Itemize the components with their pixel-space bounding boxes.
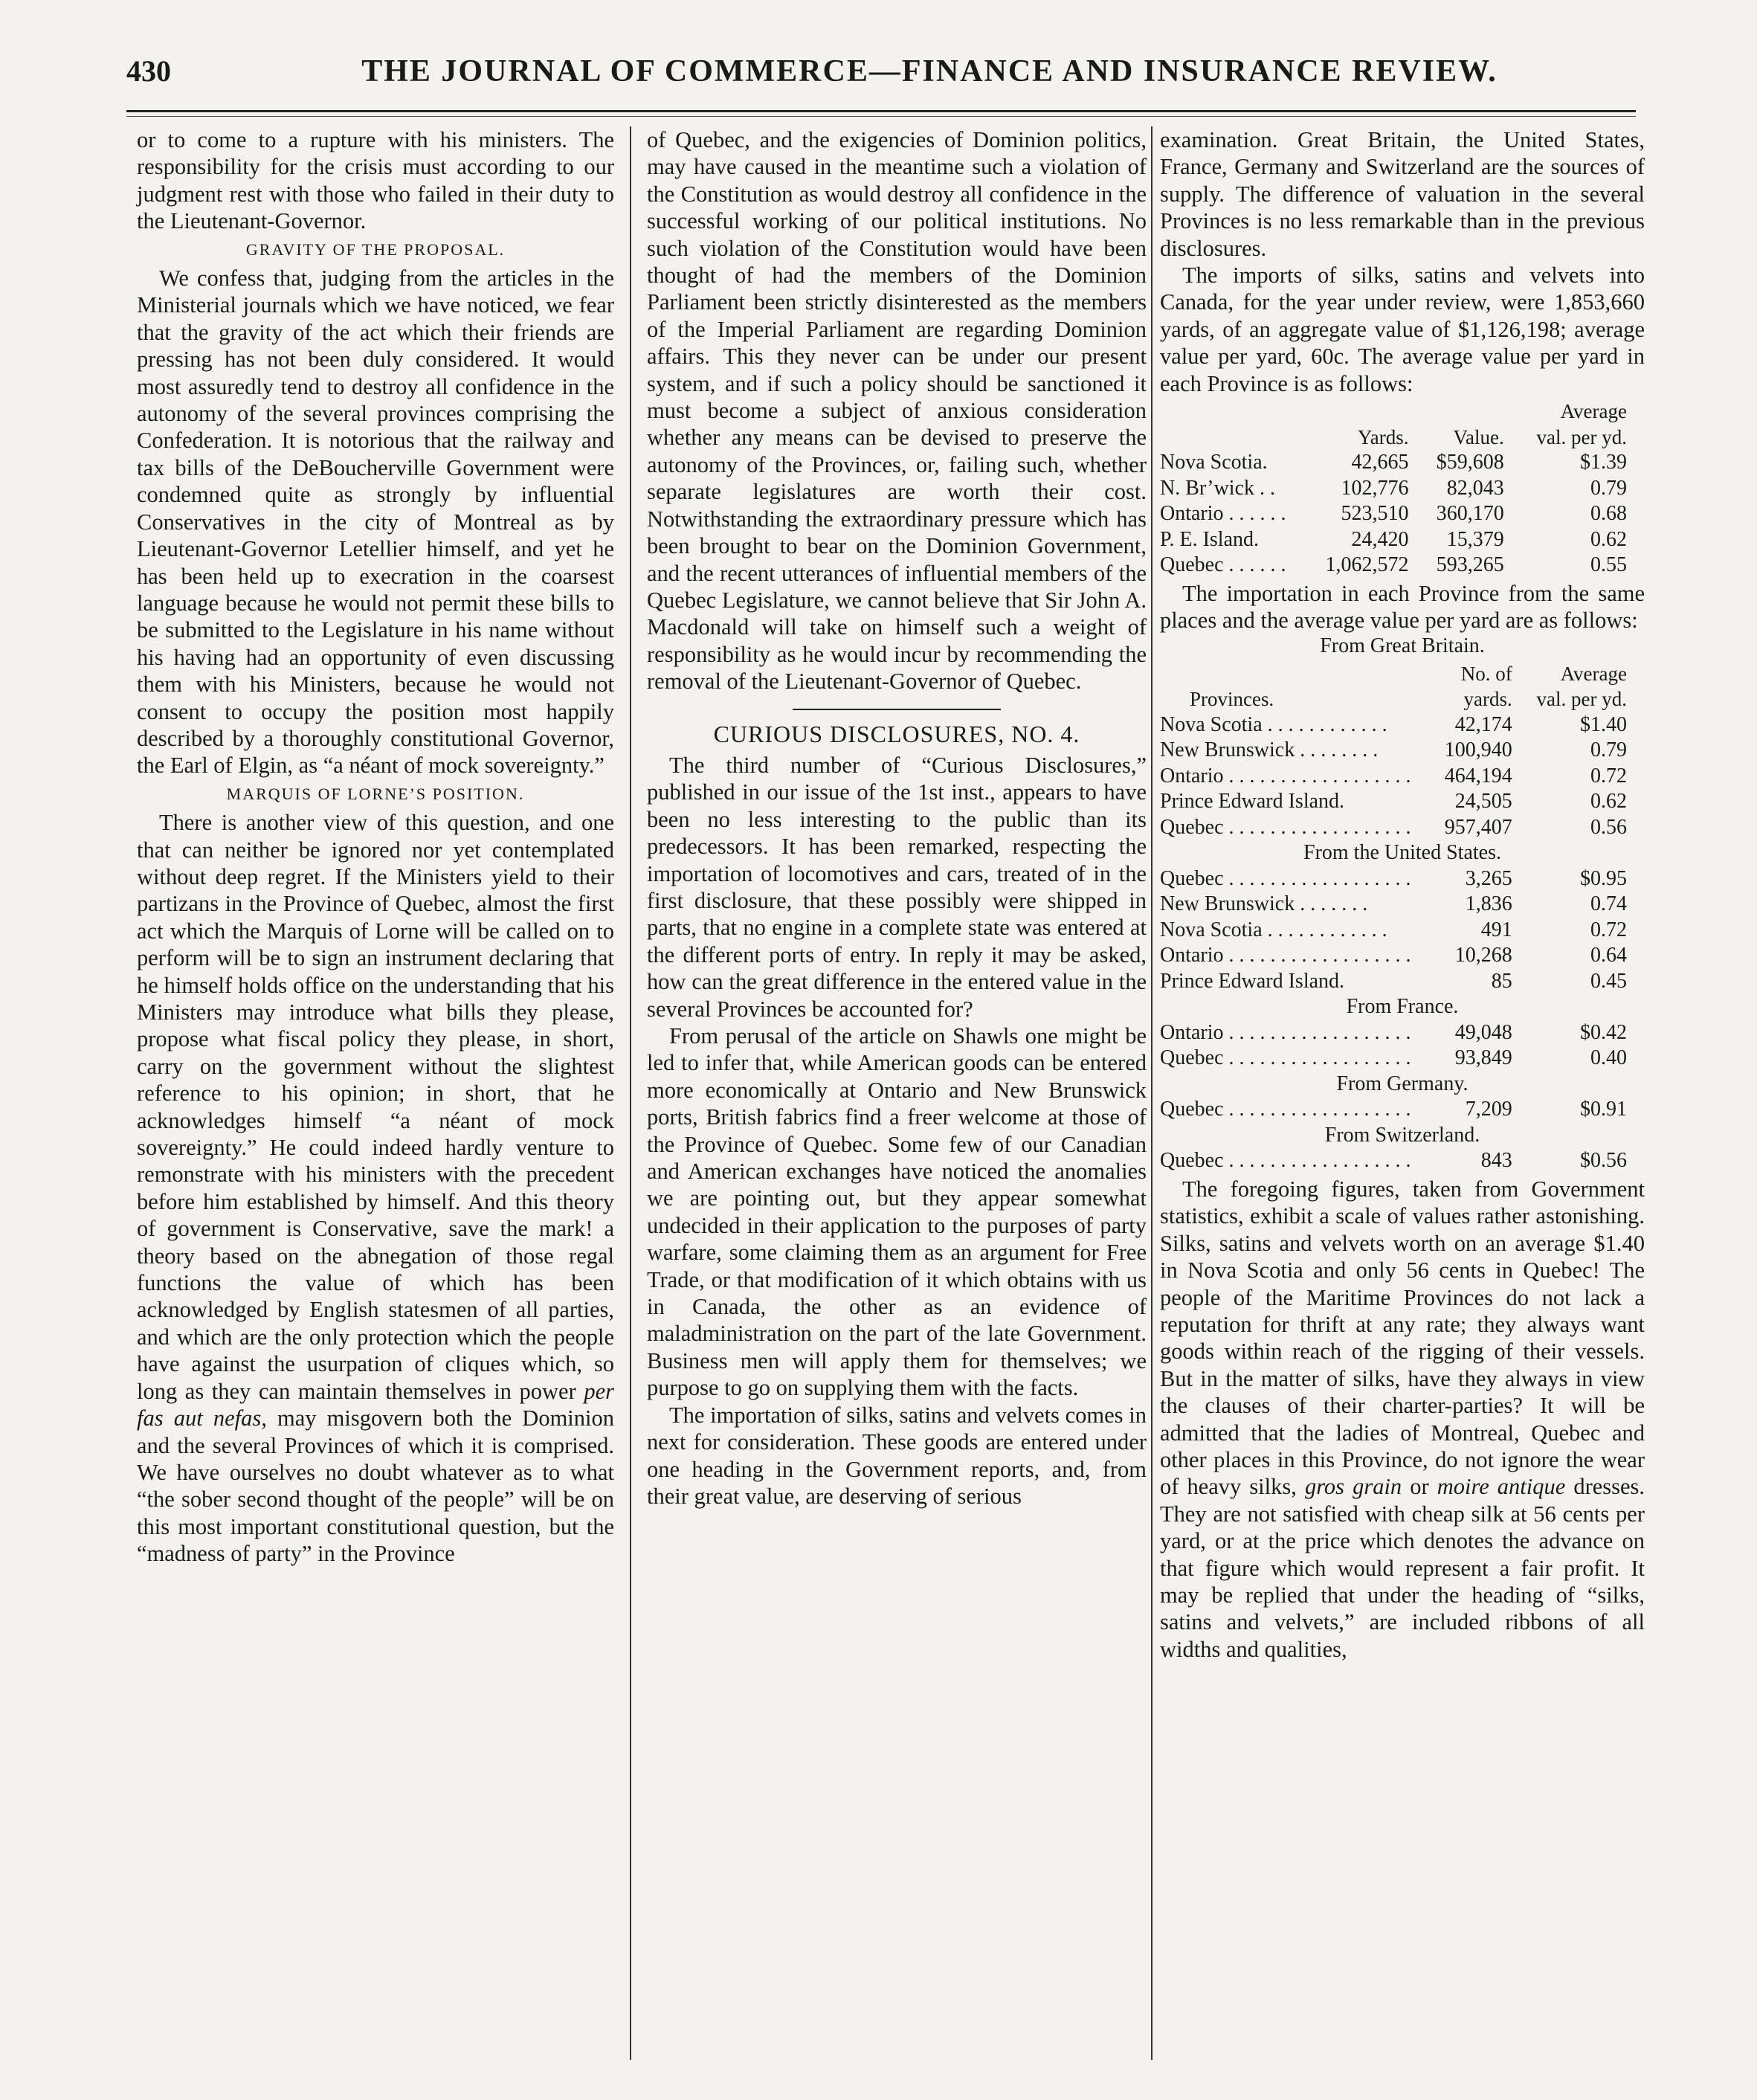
- table-cell: 3,265: [1465, 866, 1512, 890]
- table-cell: Ontario . . . . . . . . . . . . . . . . . .: [1160, 944, 1411, 967]
- table-row: [1160, 943, 1645, 969]
- paragraph: examination. Great Britain, the United States, France, Germany and Switzerland are the sources of supply. The difference of valuation in the several Provinces is no less remarkable than in the previous disclosures.: [1160, 127, 1645, 261]
- table-header-cell: Value.: [1453, 425, 1504, 448]
- caption-great-britain: From Great Britain.: [1320, 634, 1485, 658]
- caption-switzerland: From Switzerland.: [1324, 1123, 1480, 1147]
- table-cell: 593,265: [1436, 553, 1504, 577]
- table-cell: 85: [1491, 969, 1512, 993]
- table-cell: 1,062,572: [1325, 553, 1409, 577]
- table-row: [1160, 1046, 1645, 1072]
- table-cell: $59,608: [1436, 451, 1504, 474]
- table-row: [1160, 501, 1645, 527]
- table-cell: 24,420: [1351, 527, 1409, 551]
- table-cell: 0.62: [1590, 790, 1627, 814]
- table-cell: 0.72: [1590, 764, 1627, 788]
- province-average-table: Average Yards. Value. val. per yd. Nova Scotia. 42,665 $59,608 $1.39 N. Br’wick . . 102,776 82,043 0.79 Ontario . . . . . . 523,510 360,170 0.68 P. E. Island. 24,420 15,379 0.62 Quebec . . . . . . 1,062,572 593,265 0.55: [1160, 399, 1645, 579]
- table-cell: New Brunswick . . . . . . .: [1160, 892, 1368, 916]
- table-cell: Prince Edward Island.: [1160, 969, 1345, 993]
- masthead-rule: [126, 110, 1636, 112]
- table-cell: $0.56: [1580, 1149, 1627, 1173]
- paragraph: of Quebec, and the exigencies of Dominion politics, may have caused in the meantime such a violation of the Constitution as would destroy all confidence in the successful working of our political institutions. No such violation of the Constitution would have been thought of had the members of the Dominion Parliament been strictly disinterested as the members of the Imperial Parliament are regarding Dominion affairs. This they never can be under our present system, and if such a policy should be sanctioned it must become a subject of anxious consideration whether any means can be devised to preserve the autonomy of the Provinces, or, failing such, whether separate legislatures are worth their cost. Notwithstanding the extraordinary pressure which has been brought to bear on the Dominion Government, and the recent utterances of influential members of the Quebec Legislature, we cannot believe that Sir John A. Macdonald will take on himself such a weight of responsibility as he would incur by recommending the removal of the Lieutenant-Governor of Quebec.: [647, 127, 1147, 695]
- table-cell: New Brunswick . . . . . . . .: [1160, 738, 1379, 762]
- table-cell: 93,849: [1454, 1046, 1512, 1070]
- subheading-gravity: GRAVITY OF THE PROPOSAL.: [245, 239, 506, 259]
- table-cell: 1,836: [1465, 892, 1512, 916]
- table-row: [1160, 450, 1645, 476]
- table-cell: 0.62: [1590, 527, 1627, 551]
- table-cell: 24,505: [1454, 790, 1512, 814]
- table-cell: 0.74: [1590, 892, 1627, 916]
- table-header-cell: val. per yd.: [1536, 425, 1627, 448]
- table-cell: 360,170: [1436, 502, 1504, 526]
- table-row: [1160, 527, 1645, 553]
- section-rule: [793, 709, 1001, 710]
- paragraph: We confess that, judging from the articles in the Ministerial journals which we have noticed, we fear that the gravity of the act which their friends are pressing has not been duly considered. It would most assuredly tend to destroy all confidence in the autonomy of the several provinces comprising the Confederation. It is notorious that the railway and tax bills of the DeBoucherville Government were condemned quite as strongly by influential Conservatives in the city of Montreal as by Lieutenant-Governor Letellier himself, and yet he has been held up to execration in the coarsest language because he would not permit these bills to be submitted to the Legislature in his name without his having had an opportunity of even discussing them with his Ministers, because he would not consent to occupy the position most happily described by a thoroughly constitutional Governor, the Earl of Elgin, as “a néant of mock sovereignty.”: [137, 265, 614, 779]
- table-row: [1160, 553, 1645, 579]
- table-cell: 0.55: [1590, 553, 1627, 577]
- table-cell: $0.42: [1580, 1020, 1627, 1044]
- paragraph: or to come to a rupture with his ministers. The responsibility for the crisis must according to our judgment rest with those who failed in their duty to the Lieutenant-Governor.: [137, 127, 614, 234]
- table-cell: 42,665: [1351, 451, 1409, 474]
- paragraph: There is another view of this question, and one that can neither be ignored nor yet contemplated without deep regret. If the Ministers yield to their partizans in the Province of Quebec, almost the first act which the Marquis of Lorne will be called on to perform will be to sign an instrument declaring that he himself holds office on the understanding that his Ministers may introduce what bills they please, propose what fiscal policy they please, in short, carry on the government without the slightest reference to his opinion; in short, that he acknowledges himself “a néant of mock sovereignty.” He could indeed hardly venture to remonstrate with his ministers with the precedent before him established by himself. And this theory of government is Conservative, save the mark! a theory based on the abnegation of those regal functions the value of which has been acknowledged by English statesmen of all parties, and which are the only protection which the people have against the usurpation of cliques which, so long as they can maintain themselves in power per fas aut nefas, may misgovern both the Dominion and the several Provinces of which it is comprised. We have ourselves no doubt whatever as to what “the sober second thought of the people” will be on this most important constitutional question, but the “madness of party” in the Province: [137, 810, 615, 1567]
- caption-germany: From Germany.: [1336, 1072, 1469, 1095]
- table-cell: 100,940: [1444, 738, 1512, 762]
- table-cell: Quebec . . . . . . . . . . . . . . . . . .: [1160, 815, 1411, 839]
- table-row: [1160, 815, 1645, 841]
- caption-france: From France.: [1346, 995, 1459, 1019]
- table-header-cell: Yards.: [1357, 425, 1409, 448]
- table-row: [1160, 1097, 1645, 1123]
- table-cell: Nova Scotia.: [1160, 451, 1268, 474]
- paragraph: The third number of “Curious Disclosures,” published in our issue of the 1st inst., appears to have been no less interesting to the public than its predecessors. It has been remarked, respecting the importation of locomotives and cars, treated of in the first disclosure, that these possibly were shipped in parts, that no engine in a complete state was entered at the different ports of entry. In reply it may be asked, how can the great difference in the entered value in the several Provinces be accounted for?: [647, 752, 1147, 1022]
- article-heading: CURIOUS DISCLOSURES, NO. 4.: [713, 720, 1080, 747]
- table-header-cell: [1160, 425, 1309, 451]
- table-cell: 15,379: [1446, 527, 1504, 551]
- table-cell: $1.40: [1580, 712, 1627, 736]
- paragraph: The imports of silks, satins and velvets into Canada, for the year under review, were 1,853,660 yards, of an aggregate value of $1,126,198; average value per yard, 60c. The average value per yard in each Province is as follows:: [1160, 262, 1645, 396]
- table-row: [1160, 892, 1645, 918]
- paragraph: The foregoing figures, taken from Government statistics, exhibit a scale of values rather astonishing. Silks, satins and velvets worth on an average $1.40 in Nova Scotia and only 56 cents in Quebec! The people of the Maritime Provinces do not lack a reputation for thrift at any rate; they always want goods within reach of the rigging of their vessels. But in the matter of silks, have they always in view the clauses of their charter-parties? It will be admitted that the ladies of Montreal, Quebec and other places in this Province, do not ignore the wear of heavy silks, gros grain or moire antique dresses. They are not satisfied with cheap silk at 56 cents per yard, or at the price which denotes the advance on that figure which would represent a fair profit. It may be replied that under the heading of “silks, satins and velvets,” are included ribbons of all widths and qualities,: [1160, 1176, 1645, 1662]
- table-cell: Ontario . . . . . .: [1160, 502, 1286, 526]
- caption-united-states: From the United States.: [1303, 841, 1501, 865]
- table-row: [1160, 969, 1645, 995]
- table-cell: Quebec . . . . . .: [1160, 553, 1286, 577]
- table-cell: 523,510: [1341, 502, 1409, 526]
- source-table: No. of Average Provinces. yards. val. per yd. Nova Scotia . . . . . . . . . . . . 42,174 $1.40 New Brunswick . . . . . . . . 100,940 0.79 Ontario . . . . . . . . . . . . . . . . . . 464,194 0.72 Prince Edward Island. 24,505 0.62 Quebec . . . . . . . . . . . . . . . . . . 957,407 0.56 From the United States. Quebec . . . . . . . . . . . . . . . . . . 3,265 $0.95 New Brunswick . . . . . . . 1,836 0.74 Nova Scotia . . . . . . . . . . . . 491 0.72 Ontario . . . . . . . . . . . . . . . . . . 10,268 0.64 Prince Edward Island. 85 0.45 From France. Ontario . . . . . . . . . . . . . . . . . . 49,048 $0.42 Quebec . . . . . . . . . . . . . . . . . . 93,849 0.40 From Germany. Quebec . . . . . . . . . . . . . . . . . . 7,209 $0.91 From Switzerland. Quebec . . . . . . . . . . . . . . . . . . 843 $0.56: [1160, 661, 1645, 1174]
- table-cell: Ontario . . . . . . . . . . . . . . . . . .: [1160, 1020, 1411, 1044]
- table-row: [1160, 1148, 1645, 1174]
- table-row: [1160, 918, 1645, 944]
- table-row: [1160, 476, 1645, 502]
- table-cell: 491: [1480, 918, 1512, 941]
- column-divider-1: [630, 126, 631, 2060]
- table-cell: $0.91: [1580, 1098, 1627, 1121]
- journal-title: THE JOURNAL OF COMMERCE—FINANCE AND INSURANCE REVIEW.: [361, 54, 1498, 88]
- table-cell: 82,043: [1446, 476, 1504, 500]
- masthead-rule-thin: [126, 116, 1636, 117]
- table-cell: $0.95: [1580, 866, 1627, 890]
- table-row: [1160, 866, 1645, 892]
- table-cell: 0.56: [1590, 815, 1627, 839]
- column-2: [647, 126, 1147, 1510]
- table-cell: 7,209: [1465, 1098, 1512, 1121]
- table-cell: Prince Edward Island.: [1160, 790, 1345, 814]
- table-cell: 843: [1480, 1149, 1512, 1173]
- table-cell: Ontario . . . . . . . . . . . . . . . . . .: [1160, 764, 1411, 788]
- table-cell: 49,048: [1454, 1020, 1512, 1044]
- table-row: [1160, 738, 1645, 764]
- table-cell: 0.79: [1590, 738, 1627, 762]
- table-cell: Quebec . . . . . . . . . . . . . . . . . .: [1160, 1046, 1411, 1070]
- table-cell: N. Br’wick . .: [1160, 476, 1276, 500]
- table-row: [1160, 789, 1645, 815]
- table-cell: Quebec . . . . . . . . . . . . . . . . . .: [1160, 866, 1411, 890]
- latin-phrase: per fas aut nefas,: [137, 1378, 615, 1431]
- table-cell: Quebec . . . . . . . . . . . . . . . . . .: [1160, 1149, 1411, 1173]
- table-cell: 0.72: [1590, 918, 1627, 941]
- table-cell: 0.68: [1590, 502, 1627, 526]
- paragraph: The importation of silks, satins and velvets comes in next for consideration. These goods are entered under one heading in the Government reports, and, from their great value, are deserving of serious: [647, 1402, 1147, 1509]
- table-cell: 102,776: [1341, 476, 1409, 500]
- table-cell: 464,194: [1444, 764, 1512, 788]
- table-cell: P. E. Island.: [1160, 527, 1259, 551]
- paragraph: The importation in each Province from the same places and the average value per yard are as follows:: [1160, 580, 1645, 633]
- table-row: [1160, 764, 1645, 790]
- table-cell: 0.40: [1590, 1046, 1627, 1070]
- table-cell: $1.39: [1580, 451, 1627, 474]
- table-cell: 42,174: [1454, 712, 1512, 736]
- column-divider-2: [1151, 126, 1152, 2060]
- masthead: [126, 54, 1628, 101]
- subheading-lorne: MARQUIS OF LORNE’S POSITION.: [226, 784, 525, 803]
- page-number: 430: [126, 54, 171, 88]
- table-cell: 957,407: [1444, 815, 1512, 839]
- column-1: [137, 126, 614, 1568]
- table-cell: 10,268: [1454, 944, 1512, 967]
- table-cell: 0.79: [1590, 476, 1627, 500]
- table-cell: Nova Scotia . . . . . . . . . . . .: [1160, 712, 1387, 736]
- table-cell: Quebec . . . . . . . . . . . . . . . . . .: [1160, 1098, 1411, 1121]
- paragraph: From perusal of the article on Shawls one might be led to infer that, while American goods can be entered more economically at Ontario and New Brunswick ports, British fabrics find a freer welcome at those of the Province of Quebec. Some few of our Canadian and American exchanges have noticed the anomalies we are pointing out, but they appear somewhat undecided in their application to the purposes of party warfare, some claiming them as an argument for Free Trade, or that modification of it which obtains with us in Canada, the other as an evidence of maladministration on the part of the late Government. Business men will apply them for themselves; we purpose to go on supplying them with the facts.: [647, 1023, 1147, 1401]
- table-row: [1160, 1020, 1645, 1046]
- table-cell: Nova Scotia . . . . . . . . . . . .: [1160, 918, 1387, 941]
- table-cell: 0.45: [1590, 969, 1627, 993]
- column-3: [1160, 126, 1645, 1663]
- table-row: [1160, 712, 1645, 738]
- table-cell: 0.64: [1590, 944, 1627, 967]
